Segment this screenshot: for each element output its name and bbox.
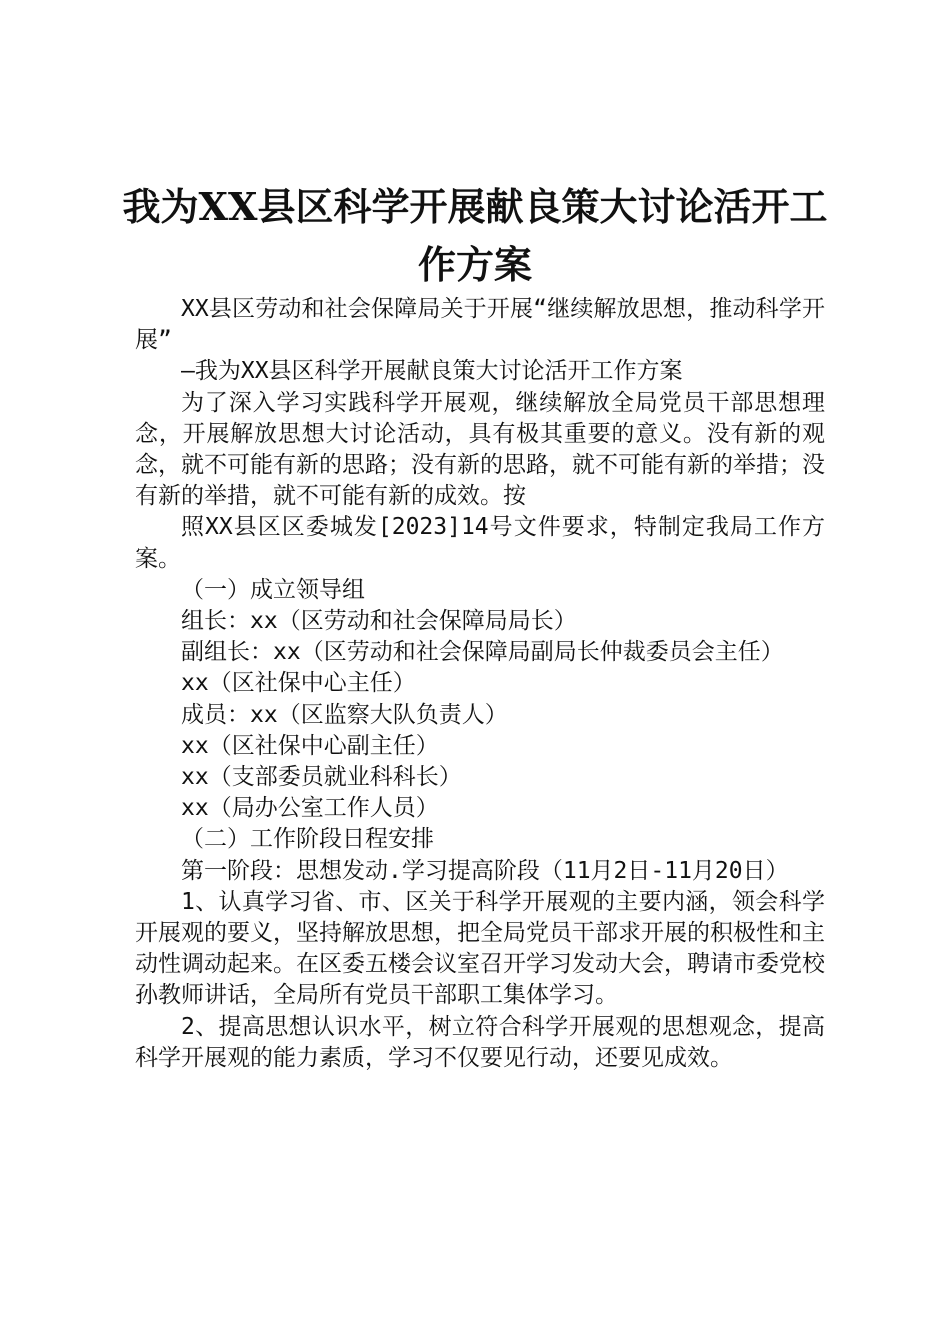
paragraph-item-2: 2、提高思想认识水平，树立符合科学开展观的思想观念，提高科学开展观的能力素质，学习不仅要见行动，还要见成效。 bbox=[135, 1013, 825, 1071]
paragraph-intro: 为了深入学习实践科学开展观，继续解放全局党员干部思想理念，开展解放思想大讨论活动，具有极其重要的意义。没有新的观念，就不可能有新的思路；没有新的思路，就不可能有新的举措；没有新的举措，就不可能有新的成效。按 bbox=[135, 389, 825, 510]
list-item: 副组长：xx（区劳动和社会保障局副局长仲裁委员会主任） bbox=[181, 639, 784, 666]
paragraph-phase-one: 第一阶段：思想发动.学习提高阶段（11月2日-11月20日） bbox=[181, 857, 789, 884]
list-item: xx（区社保中心副主任） bbox=[181, 732, 439, 759]
document-title-line-2: 作方案 bbox=[417, 242, 532, 287]
paragraph-intro-continued: 照XX县区区委城发[2023]14号文件要求，特制定我局工作方案。 bbox=[135, 514, 825, 572]
paragraph-item-1: 1、认真学习省、市、区关于科学开展观的主要内涵，领会科学开展观的要义，坚持解放思想，把全局党员干部求开展的积极性和主动性调动起来。在区委五楼会议室召开学习发动大会，聘请市委党校孙教师讲话，全局所有党员干部职工集体学习。 bbox=[135, 888, 825, 1009]
paragraph-subtitle: —我为XX县区科学开展献良策大讨论活开工作方案 bbox=[181, 358, 683, 385]
document-title-line-1: 我为XX县区科学开展献良策大讨论活开工 bbox=[122, 184, 828, 229]
section-heading-leadership: （一）成立领导组 bbox=[181, 576, 365, 603]
list-item: xx（局办公室工作人员） bbox=[181, 795, 439, 822]
list-item: xx（区社保中心主任） bbox=[181, 670, 416, 697]
section-heading-schedule: （二）工作阶段日程安排 bbox=[181, 826, 434, 853]
paragraph-heading-notice: XX县区劳动和社会保障局关于开展“继续解放思想，推动科学开展” bbox=[135, 296, 825, 354]
list-item: xx（支部委员就业科科长） bbox=[181, 764, 462, 791]
list-item: 成员：xx（区监察大队负责人） bbox=[181, 701, 508, 728]
list-item: 组长：xx（区劳动和社会保障局局长） bbox=[181, 608, 577, 635]
document-body bbox=[135, 294, 825, 1074]
